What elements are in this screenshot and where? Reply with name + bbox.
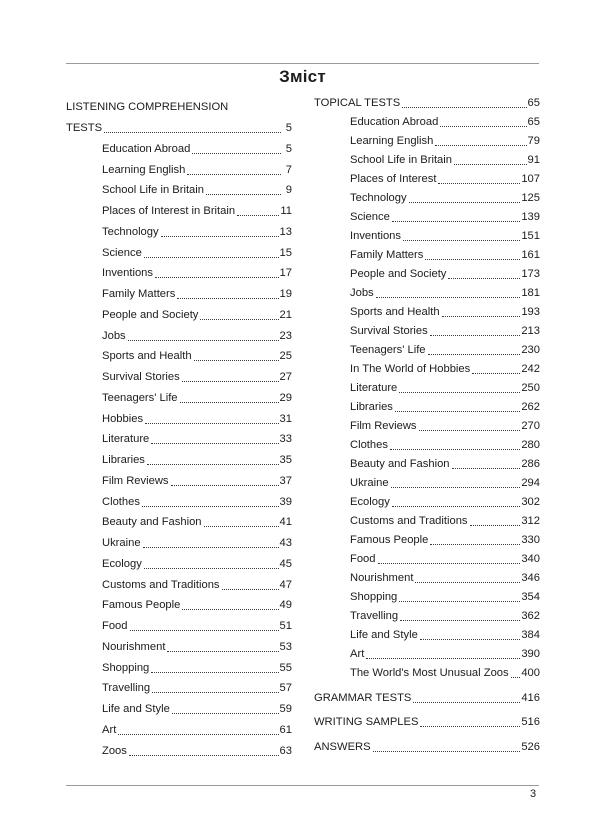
toc-heading-listening[interactable] bbox=[66, 94, 292, 115]
toc-entry-page: 41 bbox=[279, 516, 292, 529]
toc-entry-label: Life and Style bbox=[102, 703, 170, 715]
toc-entry-page: 79 bbox=[527, 135, 540, 147]
toc-entry[interactable] bbox=[66, 447, 292, 468]
dot-leader bbox=[161, 226, 279, 237]
dot-leader bbox=[204, 516, 279, 527]
dot-leader bbox=[144, 558, 279, 569]
toc-heading-label: LISTENING COMPREHENSION bbox=[66, 101, 229, 113]
toc-entry-label: Zoos bbox=[102, 744, 127, 757]
toc-entry-page: 416 bbox=[521, 691, 540, 704]
toc-entry[interactable] bbox=[314, 263, 540, 282]
toc-entry[interactable] bbox=[314, 586, 540, 605]
toc-entry-page: 55 bbox=[279, 661, 292, 674]
toc-entry-label: Art bbox=[102, 723, 117, 736]
toc-entry-page: 280 bbox=[521, 439, 540, 451]
toc-entry-label: Ukraine bbox=[102, 537, 141, 549]
toc-entry-page: 43 bbox=[279, 537, 292, 549]
toc-entry-page: 312 bbox=[521, 515, 540, 527]
dot-leader bbox=[430, 325, 521, 336]
toc-entry[interactable] bbox=[66, 136, 292, 157]
toc-entry[interactable] bbox=[66, 738, 292, 759]
toc-entry[interactable] bbox=[314, 706, 540, 731]
toc-entry-label: Inventions bbox=[350, 230, 401, 242]
toc-entry[interactable] bbox=[66, 323, 292, 344]
dot-leader bbox=[237, 205, 279, 216]
dot-leader bbox=[399, 591, 520, 602]
toc-entry-label: ANSWERS bbox=[314, 740, 371, 753]
toc-entry[interactable] bbox=[314, 339, 540, 358]
toc-entry-label: School Life in Britain bbox=[350, 154, 452, 166]
toc-entry-page: 23 bbox=[279, 329, 292, 342]
dot-leader bbox=[402, 97, 526, 108]
dot-leader bbox=[409, 192, 521, 203]
toc-entry[interactable] bbox=[314, 730, 540, 755]
toc-entry-page: 340 bbox=[521, 553, 540, 565]
toc-entry-page: 45 bbox=[279, 557, 292, 570]
toc-entry-label: Family Matters bbox=[350, 249, 424, 261]
toc-entry-label: Teenagers' Life bbox=[350, 344, 426, 356]
dot-leader bbox=[118, 724, 278, 735]
toc-right-items bbox=[314, 111, 540, 681]
toc-entry[interactable] bbox=[66, 427, 292, 448]
toc-entry[interactable] bbox=[66, 344, 292, 365]
toc-entry-label: Food bbox=[102, 620, 128, 632]
toc-entry-page: 294 bbox=[521, 477, 540, 489]
dot-leader bbox=[144, 247, 279, 258]
toc-entry-label: Nourishment bbox=[102, 640, 166, 653]
toc-entry-label: Technology bbox=[102, 225, 159, 238]
toc-entry[interactable] bbox=[66, 219, 292, 240]
toc-entry[interactable] bbox=[314, 282, 540, 301]
toc-entry-label: Survival Stories bbox=[350, 325, 428, 337]
toc-entry-page: 125 bbox=[521, 192, 540, 204]
toc-entry-label: In The World of Hobbies bbox=[350, 363, 471, 375]
toc-entry[interactable] bbox=[314, 548, 540, 567]
toc-entry-label: Survival Stories bbox=[102, 371, 180, 383]
toc-entry-label: WRITING SAMPLES bbox=[314, 716, 419, 729]
toc-entry-page: 302 bbox=[521, 496, 540, 508]
dot-leader bbox=[425, 249, 520, 260]
toc-entry[interactable] bbox=[314, 168, 540, 187]
toc-entry-label: People and Society bbox=[350, 268, 447, 280]
toc-entry-label: Science bbox=[102, 246, 142, 259]
toc-page: 65 bbox=[527, 97, 540, 109]
toc-entry-label: Film Reviews bbox=[350, 420, 417, 432]
toc-entry[interactable] bbox=[66, 530, 292, 551]
toc-entry-page: 37 bbox=[279, 474, 292, 487]
dot-leader bbox=[130, 620, 279, 631]
toc-entry[interactable] bbox=[314, 434, 540, 453]
dot-leader bbox=[167, 641, 278, 652]
toc-entry[interactable] bbox=[314, 301, 540, 320]
toc-entry-page: 9 bbox=[285, 184, 292, 197]
toc-entry-page: 19 bbox=[279, 288, 292, 300]
toc-entry-label: Customs and Traditions bbox=[350, 515, 468, 527]
toc-entry-page: 7 bbox=[285, 163, 292, 176]
toc-entry-page: 526 bbox=[521, 740, 540, 753]
toc-entry[interactable] bbox=[314, 149, 540, 168]
dot-leader bbox=[194, 350, 279, 361]
toc-entry-page: 230 bbox=[521, 344, 540, 356]
dot-leader bbox=[143, 537, 279, 548]
toc-entry-page: 53 bbox=[279, 640, 292, 653]
toc-entry-page: 286 bbox=[521, 458, 540, 470]
toc-entry-label: Travelling bbox=[350, 610, 399, 622]
toc-left-items bbox=[66, 136, 292, 759]
dot-leader bbox=[391, 477, 521, 488]
toc-entry-page: 181 bbox=[521, 287, 540, 299]
toc-entry-label: Sports and Health bbox=[350, 306, 440, 318]
toc-entry[interactable] bbox=[66, 634, 292, 655]
dot-leader bbox=[438, 173, 520, 184]
toc-entry-label: Shopping bbox=[350, 591, 398, 603]
top-rule bbox=[66, 63, 539, 64]
toc-entry-page: 35 bbox=[279, 454, 292, 466]
toc-entry[interactable] bbox=[314, 472, 540, 491]
toc-entry[interactable] bbox=[66, 676, 292, 697]
toc-entry[interactable] bbox=[314, 453, 540, 472]
dot-leader bbox=[413, 692, 520, 703]
toc-entry-label: Beauty and Fashion bbox=[350, 458, 450, 470]
toc-right-sections bbox=[314, 681, 540, 755]
toc-entry[interactable] bbox=[314, 320, 540, 339]
dot-leader bbox=[378, 553, 521, 564]
toc-entry-label: Hobbies bbox=[102, 412, 144, 425]
toc-entry-label: Customs and Traditions bbox=[102, 578, 220, 591]
toc-entry[interactable] bbox=[66, 198, 292, 219]
toc-page: 5 bbox=[285, 122, 292, 134]
toc-entry-page: 59 bbox=[279, 703, 292, 715]
toc-entry[interactable] bbox=[66, 468, 292, 489]
toc-entry[interactable] bbox=[314, 624, 540, 643]
dot-leader bbox=[200, 309, 278, 320]
toc-entry-label: Places of Interest bbox=[350, 173, 437, 185]
toc-entry-label: Jobs bbox=[102, 329, 126, 342]
toc-entry-label: Literature bbox=[102, 433, 150, 446]
toc-entry-page: 91 bbox=[527, 154, 540, 166]
toc-entry-label: Famous People bbox=[350, 534, 429, 546]
toc-entry-page: 354 bbox=[521, 591, 540, 603]
toc-entry-page: 11 bbox=[280, 205, 292, 217]
dot-leader bbox=[182, 371, 279, 382]
toc-entry-page: 49 bbox=[279, 599, 292, 612]
toc-entry-label: Art bbox=[350, 648, 365, 660]
toc-entry-label: Teenagers' Life bbox=[102, 391, 178, 404]
dot-leader bbox=[440, 116, 526, 127]
dot-leader bbox=[104, 122, 281, 133]
dot-leader bbox=[128, 330, 279, 341]
toc-entry[interactable] bbox=[66, 613, 292, 634]
toc-entry[interactable] bbox=[314, 244, 540, 263]
toc-entry[interactable] bbox=[314, 396, 540, 415]
toc-entry-page: 173 bbox=[521, 268, 540, 280]
toc-entry[interactable] bbox=[66, 302, 292, 323]
toc-entry[interactable] bbox=[314, 510, 540, 529]
dot-leader bbox=[390, 439, 520, 450]
toc-entry-page: 390 bbox=[521, 648, 540, 660]
toc-entry[interactable] bbox=[66, 240, 292, 261]
toc-heading-topical[interactable] bbox=[314, 94, 540, 111]
dot-leader bbox=[420, 629, 521, 640]
toc-entry-page: 13 bbox=[279, 225, 292, 238]
toc-entry[interactable] bbox=[66, 593, 292, 614]
toc-entry-page: 362 bbox=[521, 610, 540, 622]
dot-leader bbox=[376, 287, 521, 298]
dot-leader bbox=[454, 154, 527, 165]
toc-entry-page: 330 bbox=[521, 534, 540, 546]
dot-leader bbox=[470, 515, 521, 526]
dot-leader bbox=[415, 572, 520, 583]
toc-entry[interactable] bbox=[314, 491, 540, 510]
dot-leader bbox=[222, 579, 279, 590]
toc-entry-label: The World's Most Unusual Zoos bbox=[350, 667, 509, 679]
toc-entry-label: Clothes bbox=[350, 439, 388, 451]
toc-heading-listening-cont[interactable] bbox=[66, 115, 292, 136]
toc-entry-label: Literature bbox=[350, 382, 398, 394]
toc-entry-page: 17 bbox=[279, 267, 292, 280]
toc-entry[interactable] bbox=[66, 281, 292, 302]
toc-entry-page: 213 bbox=[521, 325, 540, 337]
toc-entry[interactable] bbox=[66, 489, 292, 510]
toc-entry-label: Life and Style bbox=[350, 629, 418, 641]
toc-entry-page: 65 bbox=[527, 116, 540, 128]
dot-leader bbox=[430, 534, 520, 545]
dot-leader bbox=[392, 211, 521, 222]
toc-entry-label: Travelling bbox=[102, 682, 151, 695]
bottom-rule bbox=[66, 785, 539, 786]
toc-entry-label: Shopping bbox=[102, 661, 150, 674]
dot-leader bbox=[395, 401, 520, 412]
toc-entry-page: 400 bbox=[521, 667, 540, 679]
toc-entry[interactable] bbox=[314, 529, 540, 548]
toc-entry-label: Inventions bbox=[102, 267, 153, 280]
toc-entry-label: Education Abroad bbox=[102, 142, 191, 155]
toc-entry-page: 5 bbox=[285, 142, 292, 155]
toc-entry[interactable] bbox=[314, 567, 540, 586]
toc-entry[interactable] bbox=[66, 655, 292, 676]
toc-entry[interactable] bbox=[66, 696, 292, 717]
toc-entry[interactable] bbox=[314, 206, 540, 225]
toc-entry-page: 384 bbox=[521, 629, 540, 641]
toc-entry[interactable] bbox=[66, 178, 292, 199]
dot-leader bbox=[177, 288, 278, 299]
dot-leader bbox=[180, 392, 279, 403]
toc-entry[interactable] bbox=[66, 157, 292, 178]
toc-entry-page: 151 bbox=[521, 230, 540, 242]
toc-entry-page: 61 bbox=[279, 723, 292, 736]
toc-entry-page: 250 bbox=[521, 382, 540, 394]
toc-entry-label: Food bbox=[350, 553, 376, 565]
toc-entry-label: Education Abroad bbox=[350, 116, 439, 128]
toc-entry-label: People and Society bbox=[102, 308, 199, 321]
toc-entry[interactable] bbox=[66, 406, 292, 427]
toc-entry[interactable] bbox=[66, 572, 292, 593]
dot-leader bbox=[511, 667, 521, 678]
dot-leader bbox=[192, 143, 281, 154]
dot-leader bbox=[448, 268, 520, 279]
toc-entry-page: 63 bbox=[279, 744, 292, 757]
dot-leader bbox=[142, 496, 279, 507]
toc-entry-label: Sports and Health bbox=[102, 350, 192, 363]
toc-entry[interactable] bbox=[314, 643, 540, 662]
toc-entry-label: Film Reviews bbox=[102, 474, 169, 487]
toc-entry-label: Family Matters bbox=[102, 288, 176, 300]
toc-entry-label: Learning English bbox=[102, 163, 186, 176]
toc-entry-page: 242 bbox=[521, 363, 540, 375]
dot-leader bbox=[403, 230, 520, 241]
toc-left-column bbox=[66, 94, 292, 759]
toc-entry-page: 27 bbox=[279, 371, 292, 383]
dot-leader bbox=[171, 475, 279, 486]
toc-entry[interactable] bbox=[66, 364, 292, 385]
dot-leader bbox=[392, 496, 521, 507]
dot-leader bbox=[155, 267, 279, 278]
toc-entry-page: 346 bbox=[521, 572, 540, 584]
toc-entry-label: GRAMMAR TESTS bbox=[314, 691, 412, 704]
dot-leader bbox=[145, 413, 279, 424]
dot-leader bbox=[472, 363, 520, 374]
toc-entry-label: Ecology bbox=[350, 496, 390, 508]
dot-leader bbox=[151, 662, 278, 673]
toc-entry-page: 51 bbox=[279, 620, 292, 632]
toc-entry[interactable] bbox=[314, 111, 540, 130]
dot-leader bbox=[129, 745, 279, 756]
dot-leader bbox=[419, 420, 521, 431]
toc-entry-page: 161 bbox=[521, 249, 540, 261]
dot-leader bbox=[420, 716, 520, 727]
dot-leader bbox=[366, 648, 520, 659]
toc-entry-page: 107 bbox=[521, 173, 540, 185]
toc-right-column bbox=[314, 94, 540, 755]
toc-entry[interactable] bbox=[314, 130, 540, 149]
dot-leader bbox=[147, 454, 279, 465]
dot-leader bbox=[428, 344, 521, 355]
toc-entry[interactable] bbox=[314, 662, 540, 681]
toc-entry-label: School Life in Britain bbox=[102, 184, 204, 197]
toc-entry-page: 15 bbox=[279, 246, 292, 259]
page-title: Зміст bbox=[279, 67, 326, 86]
toc-entry-label: Nourishment bbox=[350, 572, 414, 584]
toc-entry[interactable] bbox=[66, 551, 292, 572]
toc-entry-label: Libraries bbox=[102, 454, 145, 466]
toc-entry-label: Technology bbox=[350, 192, 407, 204]
toc-entry-label: Science bbox=[350, 211, 390, 223]
dot-leader bbox=[151, 433, 278, 444]
toc-entry-label: Beauty and Fashion bbox=[102, 516, 202, 529]
toc-entry-page: 21 bbox=[279, 308, 292, 321]
toc-entry[interactable] bbox=[314, 187, 540, 206]
toc-heading-label-cont: TESTS bbox=[66, 122, 103, 134]
toc-entry[interactable] bbox=[314, 415, 540, 434]
dot-leader bbox=[435, 135, 526, 146]
dot-leader bbox=[373, 741, 521, 752]
dot-leader bbox=[182, 599, 278, 610]
toc-entry-page: 262 bbox=[521, 401, 540, 413]
toc-entry-page: 193 bbox=[521, 306, 540, 318]
dot-leader bbox=[187, 164, 281, 175]
dot-leader bbox=[152, 682, 278, 693]
dot-leader bbox=[442, 306, 521, 317]
toc-entry[interactable] bbox=[66, 385, 292, 406]
toc-heading-label: TOPICAL TESTS bbox=[314, 97, 401, 109]
toc-entry-page: 31 bbox=[279, 412, 292, 425]
toc-entry-page: 47 bbox=[279, 578, 292, 591]
dot-leader bbox=[172, 703, 279, 714]
toc-entry-page: 57 bbox=[279, 682, 292, 695]
dot-leader bbox=[452, 458, 521, 469]
toc-entry-label: Ecology bbox=[102, 557, 142, 570]
toc-entry-label: Clothes bbox=[102, 495, 140, 508]
toc-entry-page: 139 bbox=[521, 211, 540, 223]
toc-entry[interactable] bbox=[314, 377, 540, 396]
toc-entry[interactable] bbox=[66, 261, 292, 282]
toc-entry-page: 516 bbox=[521, 716, 540, 729]
toc-entry-label: Famous People bbox=[102, 599, 181, 612]
toc-entry[interactable] bbox=[314, 225, 540, 244]
toc-entry-page: 39 bbox=[279, 495, 292, 508]
toc-entry-page: 25 bbox=[279, 350, 292, 363]
toc-entry-label: Libraries bbox=[350, 401, 393, 413]
toc-entry[interactable] bbox=[66, 510, 292, 531]
toc-entry-label: Ukraine bbox=[350, 477, 389, 489]
toc-entry-page: 270 bbox=[521, 420, 540, 432]
page-number: 3 bbox=[530, 788, 537, 800]
toc-entry[interactable] bbox=[66, 717, 292, 738]
toc-entry-page: 33 bbox=[279, 433, 292, 446]
toc-entry-label: Learning English bbox=[350, 135, 434, 147]
toc-entry[interactable] bbox=[314, 605, 540, 624]
dot-leader bbox=[399, 382, 520, 393]
toc-entry[interactable] bbox=[314, 681, 540, 706]
toc-entry-label: Jobs bbox=[350, 287, 374, 299]
toc-entry[interactable] bbox=[314, 358, 540, 377]
dot-leader bbox=[400, 610, 520, 621]
toc-entry-page: 29 bbox=[279, 391, 292, 404]
dot-leader bbox=[206, 184, 281, 195]
toc-entry-label: Places of Interest in Britain bbox=[102, 205, 236, 217]
